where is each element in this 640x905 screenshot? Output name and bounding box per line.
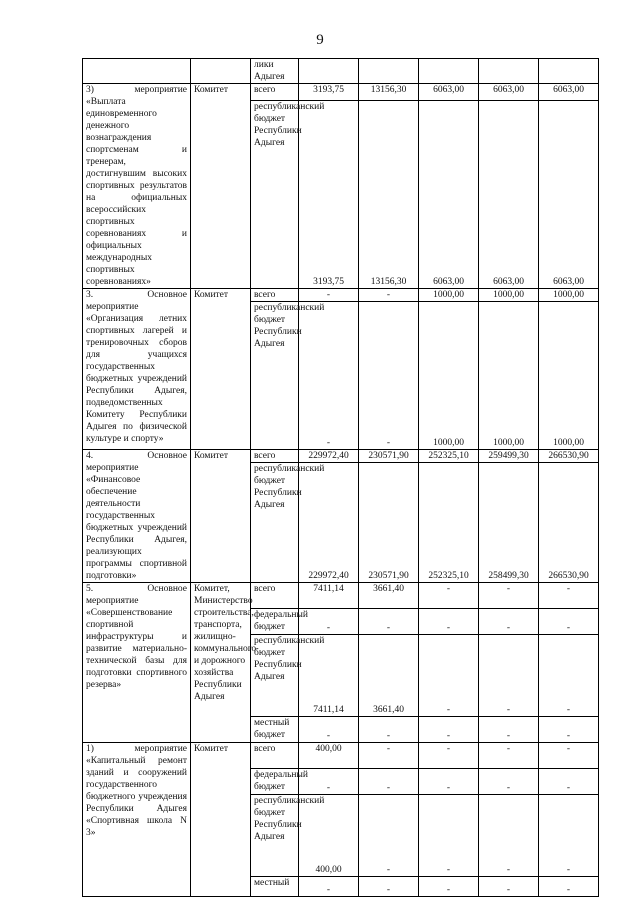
activity-name-cell: 4. Основное мероприятие «Финансовое обеспечение деятельности государственных бюджетных учреждений Республики Адыгея, реализующих программы спортивной подготовки» [83, 450, 191, 583]
value-cell: 229972,40 [299, 450, 359, 463]
value-cell: 3193,75 [299, 100, 359, 288]
executor-cell: Комитет [191, 289, 251, 450]
activity-name-cell: 5. Основное мероприятие «Совершенствование спортивной инфраструктуры и развитие материально-технической базы для подготовки спортивного резерва» [83, 583, 191, 743]
funding-source-cell: республиканский бюджет Республики Адыгея [251, 795, 299, 877]
value-cell: - [539, 769, 599, 795]
value-cell: - [419, 609, 479, 635]
activity-name-cell: 1) мероприятие «Капитальный ремонт зданий и сооружений государственного бюджетного учреждения Республики Адыгея «Спортивная школа N 3» [83, 743, 191, 897]
value-cell: - [539, 583, 599, 609]
table-row [83, 743, 599, 769]
executor-cell: Комитет [191, 450, 251, 583]
value-cell: 6063,00 [539, 100, 599, 288]
value-cell: 400,00 [299, 795, 359, 877]
value-cell: 229972,40 [299, 463, 359, 583]
value-cell: 6063,00 [479, 100, 539, 288]
value-cell: - [419, 717, 479, 743]
value-cell: - [359, 289, 419, 302]
value-cell: 13156,30 [359, 84, 419, 101]
value-cell [359, 59, 419, 84]
value-cell: - [539, 877, 599, 897]
value-cell: 6063,00 [419, 100, 479, 288]
funding-source-cell: местный бюджет [251, 717, 299, 743]
value-cell: 1000,00 [419, 302, 479, 450]
activity-name-cell [83, 59, 191, 84]
funding-source-cell: лики Адыгея [251, 59, 299, 84]
value-cell: 1000,00 [479, 289, 539, 302]
value-cell: - [419, 743, 479, 769]
value-cell: - [539, 717, 599, 743]
page-number: 9 [316, 32, 324, 48]
value-cell: - [299, 302, 359, 450]
funding-source-cell: всего [251, 450, 299, 463]
value-cell: - [359, 609, 419, 635]
table-row [83, 84, 599, 101]
value-cell: - [479, 795, 539, 877]
value-cell: - [419, 877, 479, 897]
value-cell: - [419, 769, 479, 795]
value-cell: - [299, 769, 359, 795]
value-cell: 6063,00 [539, 84, 599, 101]
value-cell [539, 59, 599, 84]
table-row [83, 450, 599, 463]
value-cell [479, 59, 539, 84]
value-cell: - [479, 635, 539, 717]
executor-cell: Комитет [191, 743, 251, 897]
funding-source-cell: республиканский бюджет Республики Адыгея [251, 463, 299, 583]
value-cell: - [359, 302, 419, 450]
funding-source-cell: всего [251, 583, 299, 609]
value-cell: 1000,00 [539, 289, 599, 302]
value-cell: - [539, 795, 599, 877]
value-cell: - [479, 583, 539, 609]
funding-source-cell: федеральный бюджет [251, 769, 299, 795]
value-cell: 3661,40 [359, 635, 419, 717]
executor-cell: Комитет, Министерство строительства, транспорта, жилищно-коммунального и дорожного хозяйства Республики Адыгея [191, 583, 251, 743]
funding-source-cell: республиканский бюджет Республики Адыгея [251, 635, 299, 717]
table-row [83, 289, 599, 302]
value-cell: - [359, 717, 419, 743]
value-cell: 400,00 [299, 743, 359, 769]
value-cell [299, 59, 359, 84]
funding-source-cell: местный [251, 877, 299, 897]
value-cell: 259499,30 [479, 450, 539, 463]
value-cell [419, 59, 479, 84]
funding-source-cell: федеральный бюджет [251, 609, 299, 635]
value-cell: - [479, 743, 539, 769]
value-cell: 7411,14 [299, 635, 359, 717]
value-cell: 266530,90 [539, 463, 599, 583]
value-cell: - [419, 635, 479, 717]
activity-name-cell: 3. Основное мероприятие «Организация летних спортивных лагерей и тренировочных сборов для учащихся государственных бюджетных учреждений Республики Адыгея, подведомственных Комитету Республики Адыгея по физической культуре и спорту» [83, 289, 191, 450]
value-cell: - [539, 635, 599, 717]
value-cell: 13156,30 [359, 100, 419, 288]
funding-source-cell: республиканский бюджет Республики Адыгея [251, 100, 299, 288]
funding-source-cell: всего [251, 84, 299, 101]
value-cell: - [299, 877, 359, 897]
value-cell: - [419, 795, 479, 877]
value-cell: - [359, 795, 419, 877]
value-cell: - [479, 609, 539, 635]
value-cell: - [539, 609, 599, 635]
executor-cell [191, 59, 251, 84]
funding-source-cell: всего [251, 289, 299, 302]
value-cell: 230571,90 [359, 450, 419, 463]
value-cell: - [299, 289, 359, 302]
value-cell: - [419, 583, 479, 609]
funding-source-cell: республиканский бюджет Республики Адыгея [251, 302, 299, 450]
executor-cell: Комитет [191, 84, 251, 289]
value-cell: - [359, 877, 419, 897]
value-cell: 1000,00 [419, 289, 479, 302]
value-cell: 3193,75 [299, 84, 359, 101]
value-cell: - [359, 743, 419, 769]
value-cell: - [479, 717, 539, 743]
funding-source-cell: всего [251, 743, 299, 769]
value-cell: 7411,14 [299, 583, 359, 609]
value-cell: 1000,00 [479, 302, 539, 450]
value-cell: 258499,30 [479, 463, 539, 583]
value-cell: 6063,00 [479, 84, 539, 101]
value-cell: 252325,10 [419, 463, 479, 583]
value-cell: - [539, 743, 599, 769]
table-row [83, 583, 599, 609]
table-row [83, 59, 599, 84]
value-cell: 3661,40 [359, 583, 419, 609]
value-cell: - [479, 877, 539, 897]
value-cell: 1000,00 [539, 302, 599, 450]
value-cell: - [299, 717, 359, 743]
activity-name-cell: 3) мероприятие «Выплата единовременного денежного вознаграждения спортсменам и тренерам, достигнувшим высоких спортивных результатов на официальных всероссийских спортивных соревнованиях и официальных международных спортивных соревнованиях» [83, 84, 191, 289]
value-cell: 6063,00 [419, 84, 479, 101]
value-cell: - [299, 609, 359, 635]
program-financing-table [82, 58, 599, 897]
value-cell: 266530,90 [539, 450, 599, 463]
value-cell: 230571,90 [359, 463, 419, 583]
value-cell: - [359, 769, 419, 795]
value-cell: - [479, 769, 539, 795]
value-cell: 252325,10 [419, 450, 479, 463]
